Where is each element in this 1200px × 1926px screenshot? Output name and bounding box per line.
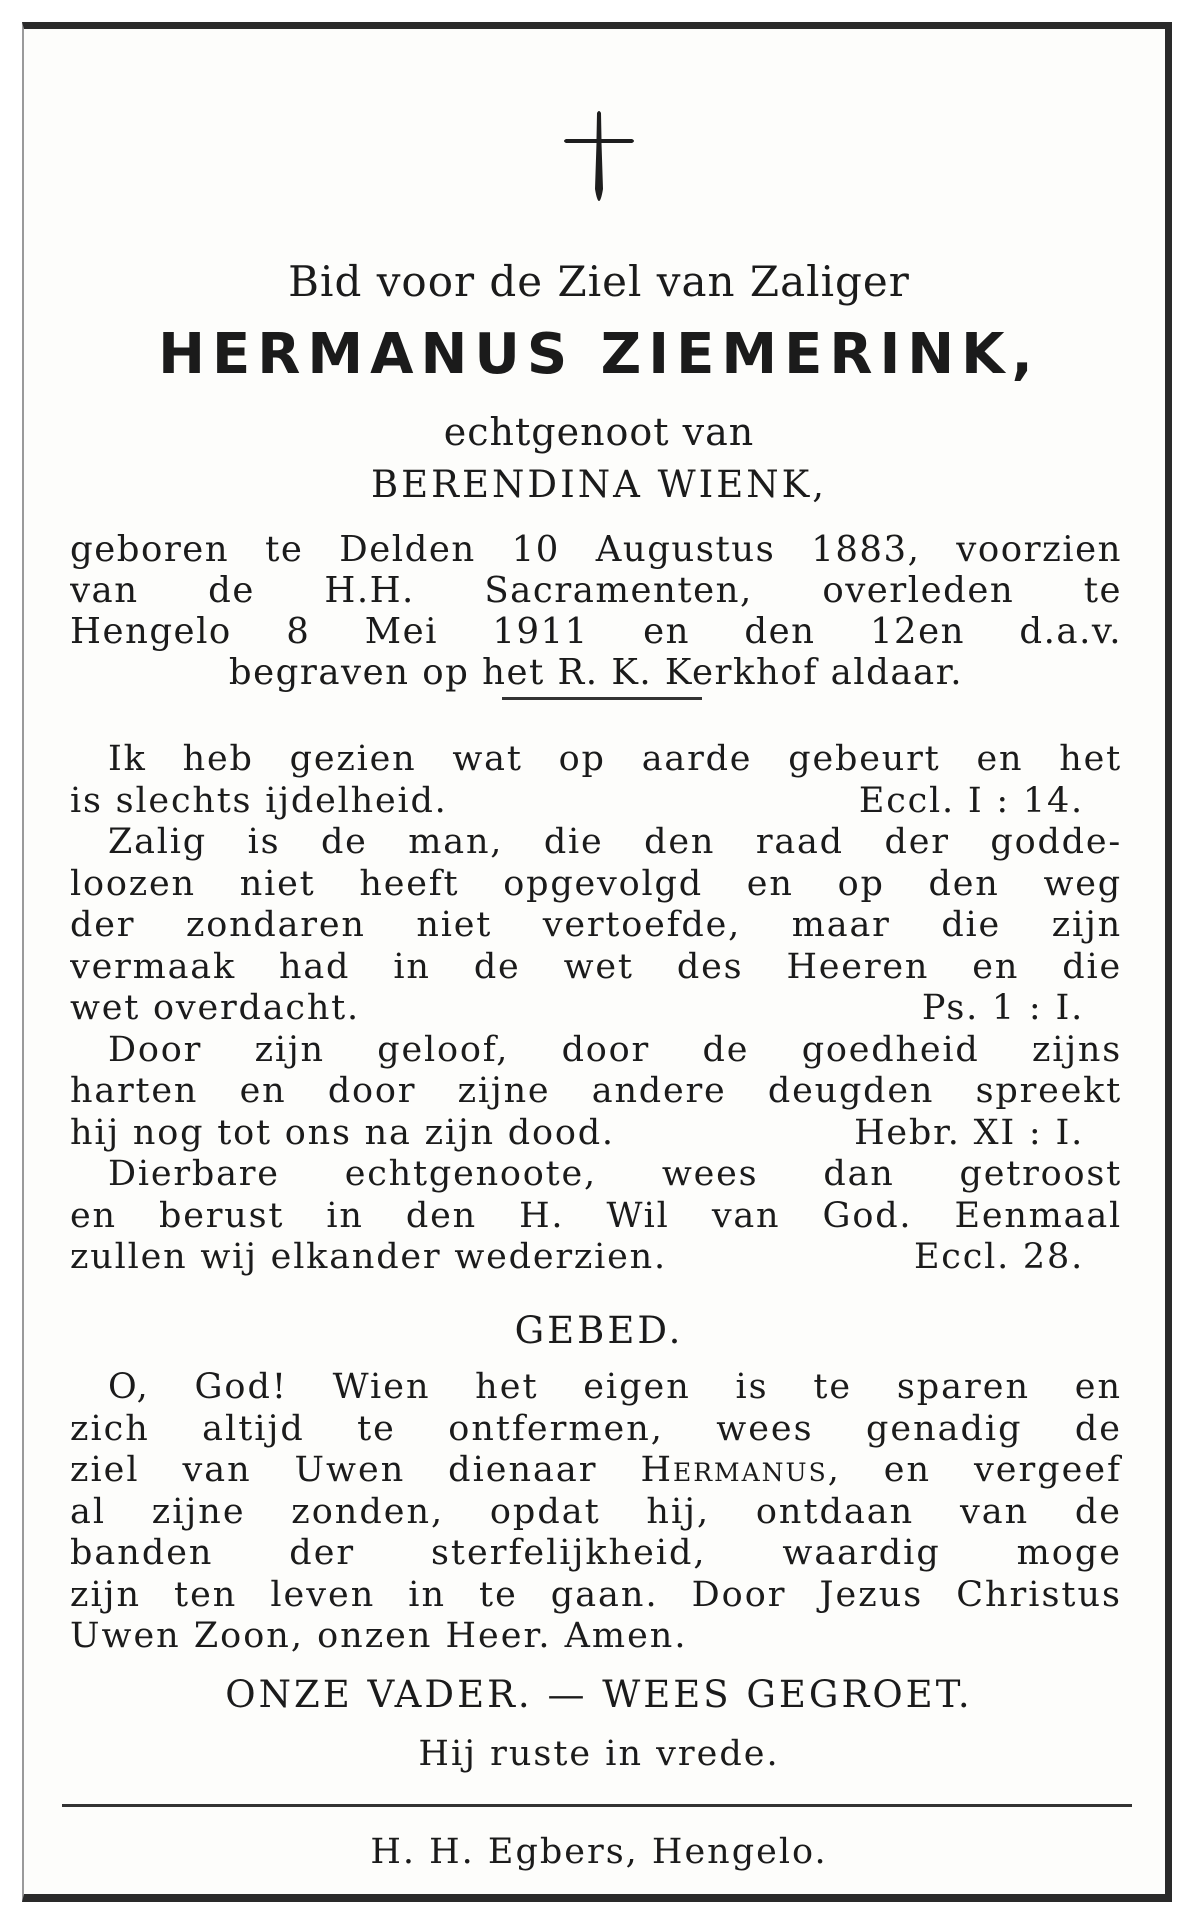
- quote-line: en berust in den H. Wil van God. Eenmaal: [70, 1195, 1122, 1236]
- quote-line: Door zijn geloof, door de goedheid zijns: [108, 1029, 1122, 1070]
- quote-line: hij nog tot ons na zijn dood. Hebr. XI : I.: [70, 1113, 1122, 1155]
- prayer-line: al zijne zonden, opdat hij, ontdaan van de: [70, 1491, 1122, 1532]
- bio-line: van de H.H. Sacramenten, overleden te: [70, 570, 1122, 611]
- prayer-title: GEBED.: [514, 1309, 684, 1352]
- prayer-text: [70, 1367, 1122, 1658]
- prayer-line: banden der sterfelijkheid, waardig moge: [70, 1533, 1122, 1573]
- scripture-quotes: [70, 739, 1122, 1279]
- quote-line: Dierbare echtgenoote, wees dan getroost: [108, 1154, 1122, 1194]
- quote-line: vermaak had in de wet des Heeren en die: [70, 946, 1122, 987]
- rest-in-peace: Hij ruste in vrede.: [418, 1734, 780, 1774]
- quote-line: loozen niet heeft opgevolgd en op den weg: [70, 863, 1122, 904]
- quote-line: zullen wij elkander wederzien. Eccl. 28.: [70, 1237, 1122, 1279]
- prayer-line: O, God! Wien het eigen is te sparen en: [108, 1367, 1122, 1407]
- quote-line: harten en door zijne andere deugden spreekt: [70, 1071, 1122, 1111]
- divider: [502, 697, 702, 700]
- quote-line: Zalig is de man, die den raad der godde-: [108, 822, 1122, 862]
- spouse-name: BERENDINA WIENK,: [370, 463, 827, 506]
- quote-line: Ik heb gezien wat op aarde gebeurt en het: [108, 739, 1122, 779]
- prayer-line: zijn ten leven in te gaan. Door Jezus Christus: [70, 1574, 1122, 1615]
- deceased-name: HERMANUS ZIEMERINK,: [158, 322, 1040, 387]
- bio-line: Hengelo 8 Mei 1911 en den 12en d.a.v.: [70, 611, 1122, 652]
- biography: [70, 529, 1122, 693]
- memorial-card: [22, 22, 1172, 1902]
- bio-line: begraven op het R. K. Kerkhof aldaar.: [228, 652, 964, 693]
- printer-credit: H. H. Egbers, Hengelo.: [370, 1832, 828, 1872]
- quote-line: der zondaren niet vertoefde, maar die zijn: [70, 905, 1122, 945]
- prayer-line: Uwen Zoon, onzen Heer. Amen.: [70, 1616, 688, 1656]
- quote-line: is slechts ijdelheid. Eccl. I : 14.: [70, 781, 1122, 823]
- quote-reference: Eccl. I : 14.: [858, 780, 1084, 821]
- quote-reference: Ps. 1 : I.: [921, 988, 1084, 1028]
- footer-divider: [62, 1804, 1132, 1807]
- relation-text: echtgenoot van: [443, 410, 755, 454]
- closing-prayers: ONZE VADER. — WEES GEGROET.: [225, 1673, 973, 1716]
- bio-line: geboren te Delden 10 Augustus 1883, voorzien: [70, 529, 1122, 570]
- prayer-heading: Bid voor de Ziel van Zaliger: [288, 257, 910, 306]
- prayer-line: ziel van Uwen dienaar Hermanus, en vergeef: [70, 1450, 1122, 1490]
- quote-reference: Hebr. XI : I.: [854, 1112, 1084, 1153]
- quote-reference: Eccl. 28.: [913, 1237, 1084, 1277]
- prayer-line: zich altijd te ontfermen, wees genadig de: [70, 1408, 1122, 1449]
- cross-icon: [562, 109, 636, 213]
- quote-line: wet overdacht. Ps. 1 : I.: [70, 988, 1122, 1030]
